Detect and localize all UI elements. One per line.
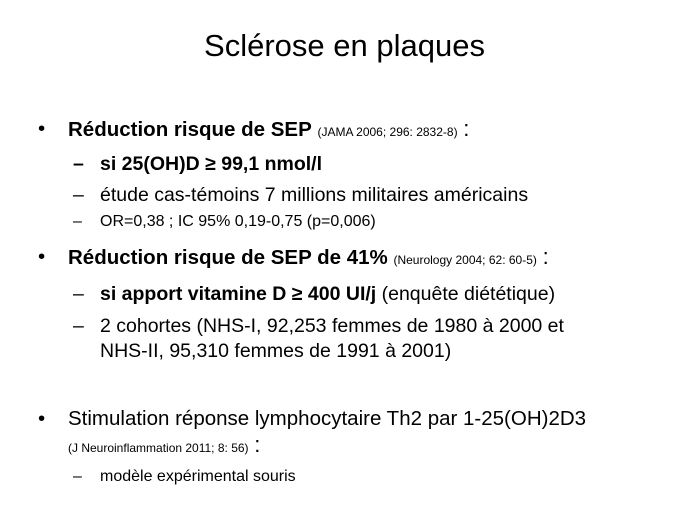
subbullet-or: [73, 211, 376, 233]
subbullet-text: OR=0,38 ; IC 95% 0,19-0,75 (p=0,006): [100, 213, 376, 230]
dash-icon: –: [73, 213, 82, 230]
subbullet-text-line1: 2 cohortes (NHS-I, 92,253 femmes de 1980 à 2000 et: [100, 315, 564, 337]
dash-icon: –: [73, 283, 84, 305]
bullet-colon: :: [463, 116, 470, 141]
bullet-jama: [38, 116, 470, 145]
subbullet-text: étude cas-témoins 7 millions militaires américains: [100, 184, 529, 206]
bullet-th2: [38, 406, 587, 432]
bullet-reference: (JAMA 2006; 296: 2832-8): [317, 125, 458, 139]
subbullet-study: [73, 183, 529, 208]
slide-title: Sclérose en plaques: [204, 28, 485, 63]
dash-icon: –: [73, 468, 82, 485]
bullet-dot-icon: •: [38, 117, 46, 140]
dash-icon: –: [73, 315, 84, 337]
bullet-reference: (J Neuroinflammation 2011; 8: 56): [68, 441, 249, 455]
subbullet-text: modèle expérimental souris: [100, 468, 296, 485]
bullet-colon: :: [254, 432, 261, 457]
bullet-main-text: Réduction risque de SEP de 41%: [68, 246, 388, 269]
bullet-dot-icon: •: [38, 245, 46, 268]
bullet-dot-icon: •: [38, 407, 46, 430]
subbullet-25ohd: [73, 152, 323, 177]
bullet-neurology: [38, 244, 549, 273]
dash-icon: –: [73, 184, 84, 206]
bullet-main-text: Stimulation réponse lymphocytaire Th2 par 1-25(OH)2D3: [68, 407, 587, 430]
dash-icon: –: [73, 153, 84, 175]
subbullet-text-line2: NHS-II, 95,310 femmes de 1991 à 2001): [100, 340, 452, 362]
bullet-reference: (Neurology 2004; 62: 60-5): [393, 253, 537, 267]
subbullet-bold-text: si apport vitamine D ≥ 400 UI/j: [100, 283, 377, 305]
bullet-th2-reference-line: [68, 434, 260, 459]
subbullet-vitamin-d: [73, 282, 556, 307]
subbullet-text: si 25(OH)D ≥ 99,1 nmol/l: [100, 153, 323, 175]
subbullet-cohorts: [73, 314, 564, 364]
subbullet-text: (enquête diététique): [376, 283, 556, 305]
subbullet-model: [73, 466, 296, 488]
bullet-colon: :: [542, 244, 549, 269]
bullet-main-text: Réduction risque de SEP: [68, 118, 312, 141]
